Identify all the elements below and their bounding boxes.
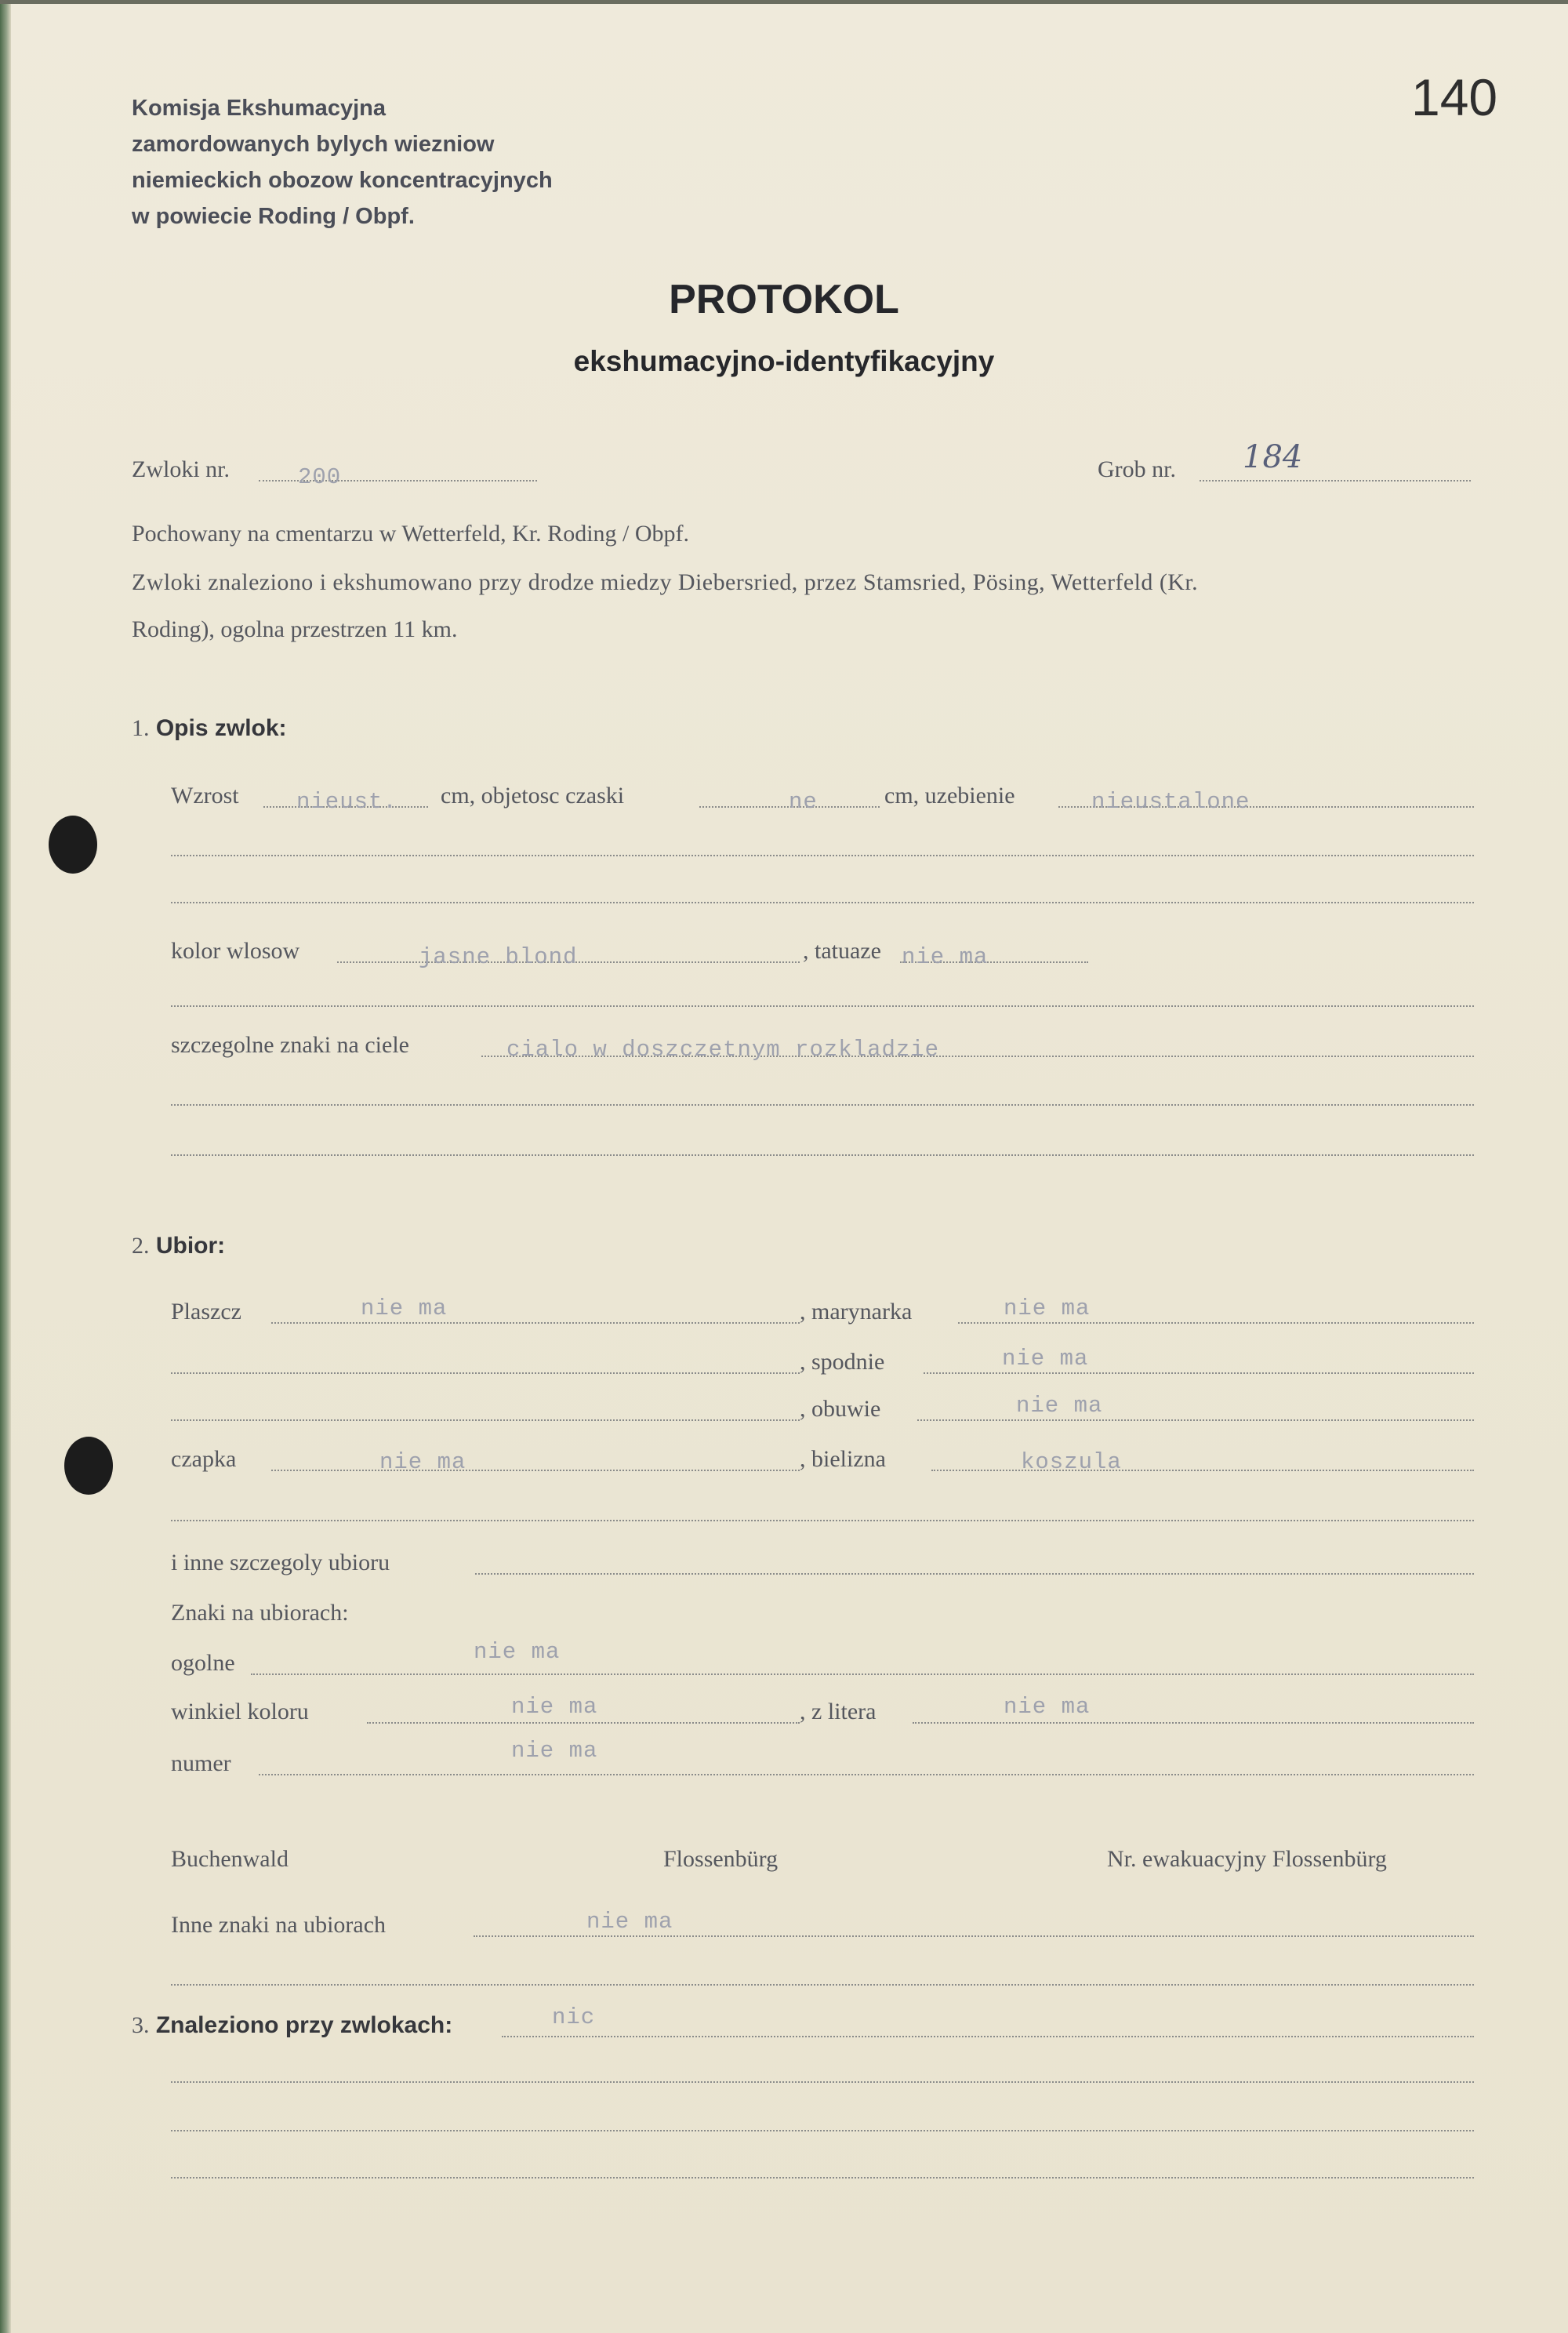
spodnie-value: nie ma [1002,1346,1089,1372]
found-line-1: Zwloki znaleziono i ekshumowano przy drodze miedzy Diebersried, przez Stamsried, Pösing, Wetterfeld (Kr. [132,569,1199,595]
uzebienie-value: nieustalone [1091,789,1250,815]
kolor-wlosow-label: kolor wlosow [171,938,300,964]
numer-value: nie ma [511,1738,598,1764]
obuwie-left-line [171,1419,800,1421]
ogolne-label: ogolne [171,1650,235,1676]
opis-extra-line-1 [171,855,1474,856]
section-2-number: 2. [132,1233,150,1259]
marynarka-value: nie ma [1004,1296,1091,1321]
grob-dotted-line [1200,480,1471,481]
marynarka-label: , marynarka [800,1299,913,1325]
kolor-wlosow-value: jasne blond [419,944,578,970]
bielizna-value: koszula [1021,1449,1122,1475]
grob-value: 184 [1243,439,1303,475]
ubior-extra-line [171,1520,1474,1521]
bielizna-dotted-line [931,1470,1474,1471]
protocol-title: PROTOKOL [669,277,899,322]
znaki-extra-line-1 [171,1104,1474,1106]
cm-objetosc-label: cm, objetosc czaski [441,783,625,809]
numer-label: numer [171,1750,231,1776]
numer-dotted-line [259,1774,1474,1775]
spodnie-label: , spodnie [800,1349,885,1375]
section-2-heading [132,1233,225,1259]
punch-hole-bottom [64,1437,113,1495]
bielizna-label: , bielizna [800,1446,886,1472]
szczegolne-znaki-value: cialo w doszczetnym rozkladzie [506,1037,940,1063]
wzrost-value: nieust. [296,789,397,815]
section-1-title: Opis zwlok: [155,715,287,741]
commission-header [132,90,553,234]
czapka-dotted-line [271,1470,800,1471]
kolor-extra-line [171,1005,1474,1007]
section-3-heading [132,2012,452,2039]
tatuaze-label: , tatuaze [803,938,881,964]
section-2-title: Ubior: [155,1233,226,1259]
obuwie-label: , obuwie [800,1396,881,1422]
zwloki-label: Zwloki nr. [132,456,230,482]
inne-znaki-dotted-line [474,1935,1474,1937]
zwloki-value: 200 [298,464,342,490]
inne-znaki-value: nie ma [586,1909,673,1935]
obuwie-dotted-line [917,1419,1474,1421]
litera-dotted-line [913,1722,1474,1724]
plaszcz-value: nie ma [361,1296,448,1321]
ogolne-value: nie ma [474,1639,561,1665]
obuwie-value: nie ma [1016,1393,1103,1419]
szczegolne-znaki-label: szczegolne znaki na ciele [171,1032,409,1058]
winkiel-dotted-line [367,1722,800,1724]
znaleziono-extra-line-3 [171,2177,1474,2179]
page-top-edge [0,0,1568,4]
opis-extra-line-2 [171,902,1474,903]
znaki-na-ubiorach-label: Znaki na ubiorach: [171,1600,349,1626]
section-1-number: 1. [132,715,150,741]
found-line-2: Roding), ogolna przestrzen 11 km. [132,616,458,642]
plaszcz-dotted-line [271,1322,800,1324]
winkiel-label: winkiel koloru [171,1699,309,1724]
znaleziono-value: nic [552,2004,596,2030]
czaszka-value: ne [789,789,818,815]
section-1-heading [132,715,287,742]
czapka-label: czapka [171,1446,237,1472]
section-3-number: 3. [132,2012,150,2038]
znaleziono-extra-line-2 [171,2130,1474,2131]
inne-znaki-label: Inne znaki na ubiorach [171,1912,387,1938]
punch-hole-top [49,816,97,874]
section-3-title: Znaleziono przy zwlokach: [155,2012,453,2038]
cm-uzebienie-label: cm, uzebienie [884,783,1015,809]
spodnie-dotted-line [924,1372,1474,1374]
znaleziono-dotted-line [502,2036,1474,2037]
inne-szczegoly-label: i inne szczegoly ubioru [171,1550,390,1575]
plaszcz-label: Plaszcz [171,1299,241,1325]
page-number: 140 [1411,68,1498,126]
burial-line: Pochowany na cmentarzu w Wetterfeld, Kr. Roding / Obpf. [132,521,690,547]
inne-znaki-extra-line [171,1984,1474,1986]
nr-ewakuacyjny-label: Nr. ewakuacyjny Flossenbürg [1107,1846,1387,1872]
marynarka-dotted-line [958,1322,1474,1324]
z-litera-value: nie ma [1004,1694,1091,1720]
inne-szczegoly-dotted-line [475,1573,1474,1575]
protocol-subtitle: ekshumacyjno-identyfikacyjny [573,345,995,377]
flossenburg-label: Flossenbürg [663,1846,779,1872]
spodnie-left-line [171,1372,800,1374]
buchenwald-label: Buchenwald [171,1846,289,1872]
winkiel-value: nie ma [511,1694,598,1720]
znaki-extra-line-2 [171,1154,1474,1156]
ogolne-dotted-line [251,1673,1474,1675]
header-line-1: Komisja Ekshumacyjna [132,96,386,121]
czapka-value: nie ma [379,1449,466,1475]
header-line-4: w powiecie Roding / Obpf. [132,204,415,229]
z-litera-label: , z litera [800,1699,877,1724]
tatuaze-value: nie ma [902,944,989,970]
wzrost-label: Wzrost [171,783,239,809]
grob-label: Grob nr. [1098,456,1176,482]
header-line-2: zamordowanych bylych wiezniow [132,132,495,157]
znaleziono-extra-line-1 [171,2081,1474,2083]
header-line-3: niemieckich obozow koncentracyjnych [132,168,553,193]
